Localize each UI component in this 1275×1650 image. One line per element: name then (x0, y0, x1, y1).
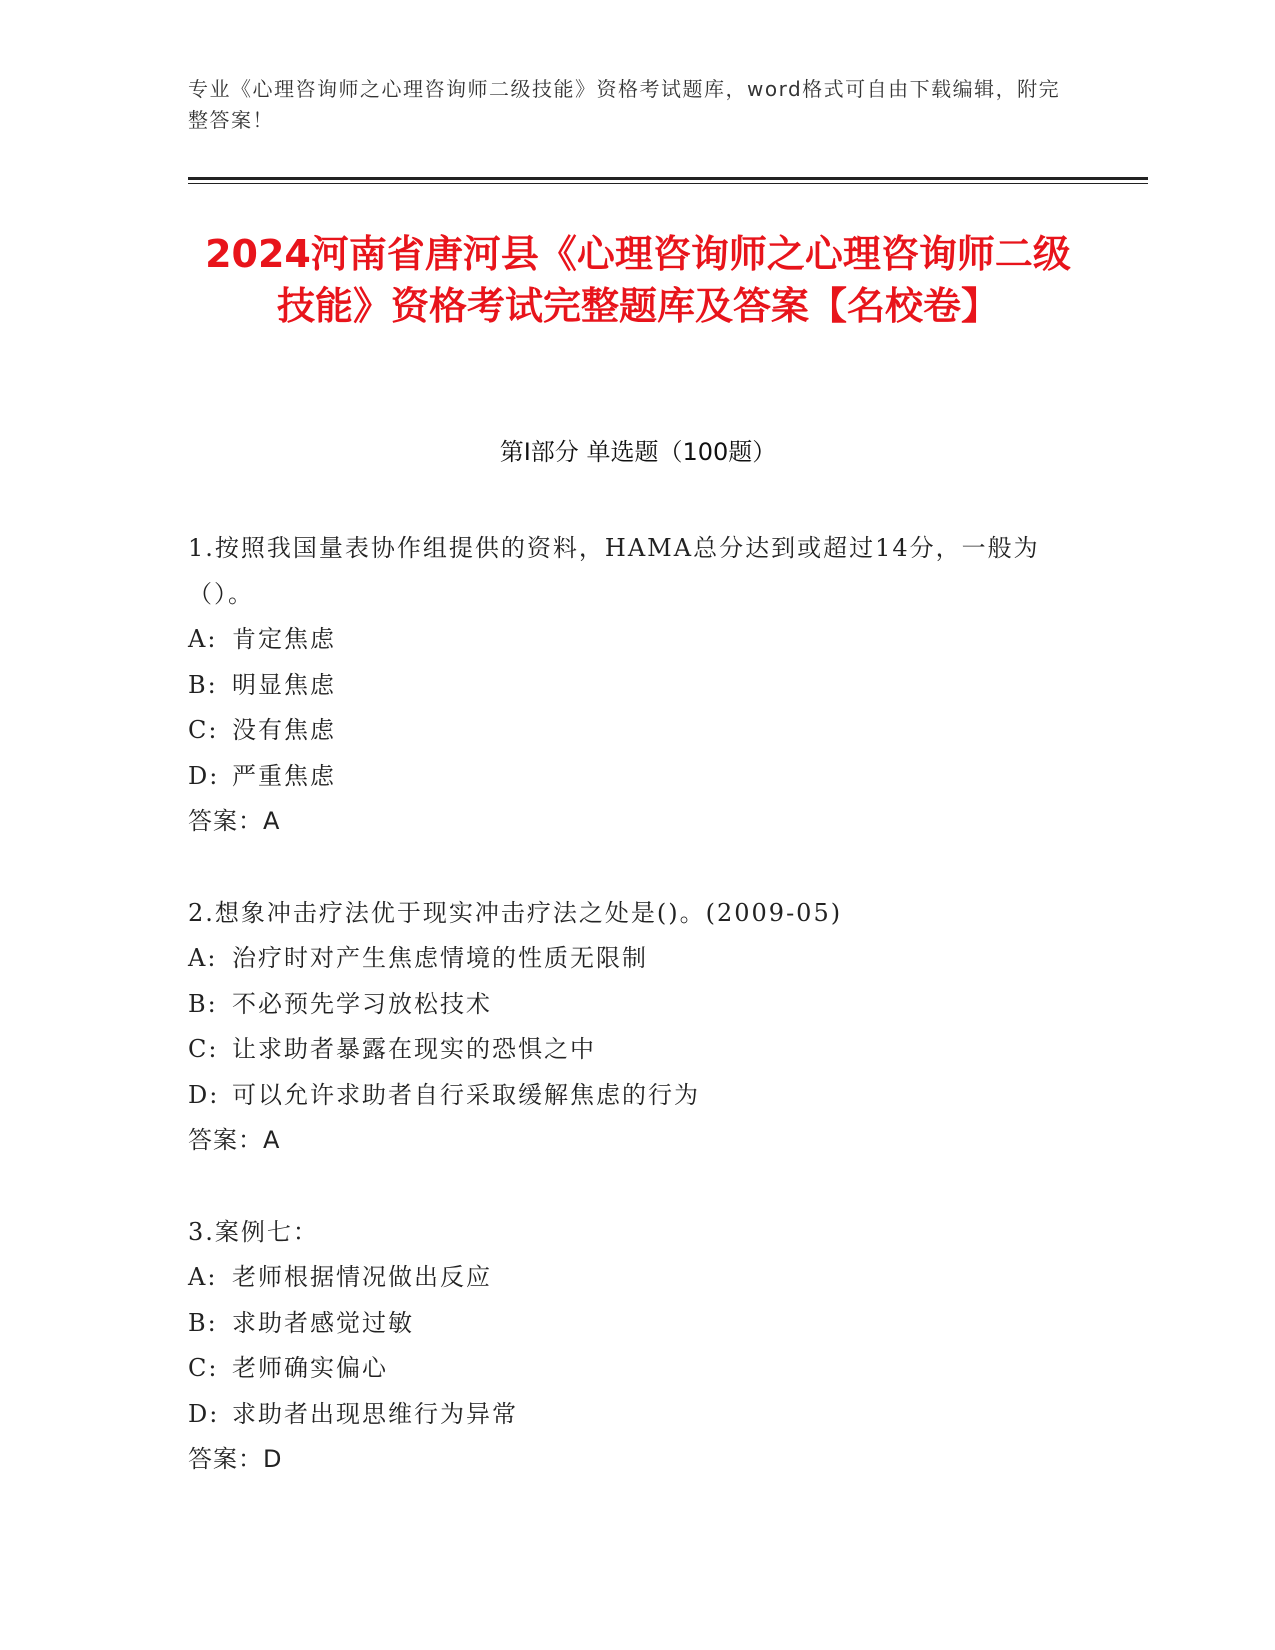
option-d (188, 1392, 1088, 1438)
option-text: 肯定焦虑 (232, 625, 336, 653)
option-c (188, 1346, 1088, 1392)
option-letter: B: (188, 670, 218, 699)
question-3 (188, 1210, 1088, 1483)
option-a (188, 936, 1088, 982)
option-d (188, 754, 1088, 800)
question-2 (188, 891, 1088, 1164)
option-b (188, 1301, 1088, 1347)
option-letter: A: (188, 1263, 218, 1291)
answer: 答案：A (188, 1126, 281, 1154)
question-stem: 1.按照我国量表协作组提供的资料，HAMA总分达到或超过14分，一般为（）。 (188, 534, 1040, 608)
document-title: 2024河南省唐河县《心理咨询师之心理咨询师二级技能》资格考试完整题库及答案【名校卷】 (205, 232, 1071, 328)
header-note: 专业《心理咨询师之心理咨询师二级技能》资格考试题库，word格式可自由下载编辑，附完整答案！ (188, 77, 1061, 132)
question-1 (188, 526, 1088, 845)
option-text: 治疗时对产生焦虑情境的性质无限制 (232, 944, 648, 972)
answer: 答案：A (188, 807, 281, 835)
option-letter: C: (188, 716, 219, 744)
option-b (188, 663, 1088, 709)
option-text: 严重焦虑 (232, 761, 336, 790)
option-text: 求助者感觉过敏 (232, 1308, 414, 1337)
option-letter: D: (188, 761, 220, 790)
option-letter: D: (188, 1399, 220, 1428)
option-letter: B: (188, 1308, 218, 1337)
option-c (188, 708, 1088, 754)
option-text: 没有焦虑 (232, 716, 336, 744)
question-list (188, 526, 1088, 1529)
option-text: 可以允许求助者自行采取缓解焦虑的行为 (232, 1080, 700, 1109)
option-text: 明显焦虑 (232, 670, 336, 699)
option-b (188, 982, 1088, 1028)
section-title: 第I部分 单选题（100题） (499, 438, 777, 466)
header-rule-thin (188, 183, 1148, 184)
option-a (188, 1255, 1088, 1301)
option-text: 让求助者暴露在现实的恐惧之中 (232, 1035, 596, 1063)
question-stem: 3.案例七： (188, 1217, 319, 1246)
option-letter: B: (188, 989, 218, 1018)
option-text: 求助者出现思维行为异常 (232, 1399, 518, 1428)
option-letter: D: (188, 1080, 220, 1109)
question-stem: 2.想象冲击疗法优于现实冲击疗法之处是()。(2009-05) (188, 898, 843, 927)
option-letter: C: (188, 1354, 219, 1382)
option-text: 老师确实偏心 (232, 1354, 388, 1382)
header-rule-thick (188, 177, 1148, 180)
option-a (188, 617, 1088, 663)
option-letter: A: (188, 625, 218, 653)
option-text: 不必预先学习放松技术 (232, 989, 492, 1018)
option-c (188, 1027, 1088, 1073)
option-text: 老师根据情况做出反应 (232, 1263, 492, 1291)
answer: 答案：D (188, 1445, 283, 1473)
option-letter: A: (188, 944, 218, 972)
option-letter: C: (188, 1035, 219, 1063)
option-d (188, 1073, 1088, 1119)
